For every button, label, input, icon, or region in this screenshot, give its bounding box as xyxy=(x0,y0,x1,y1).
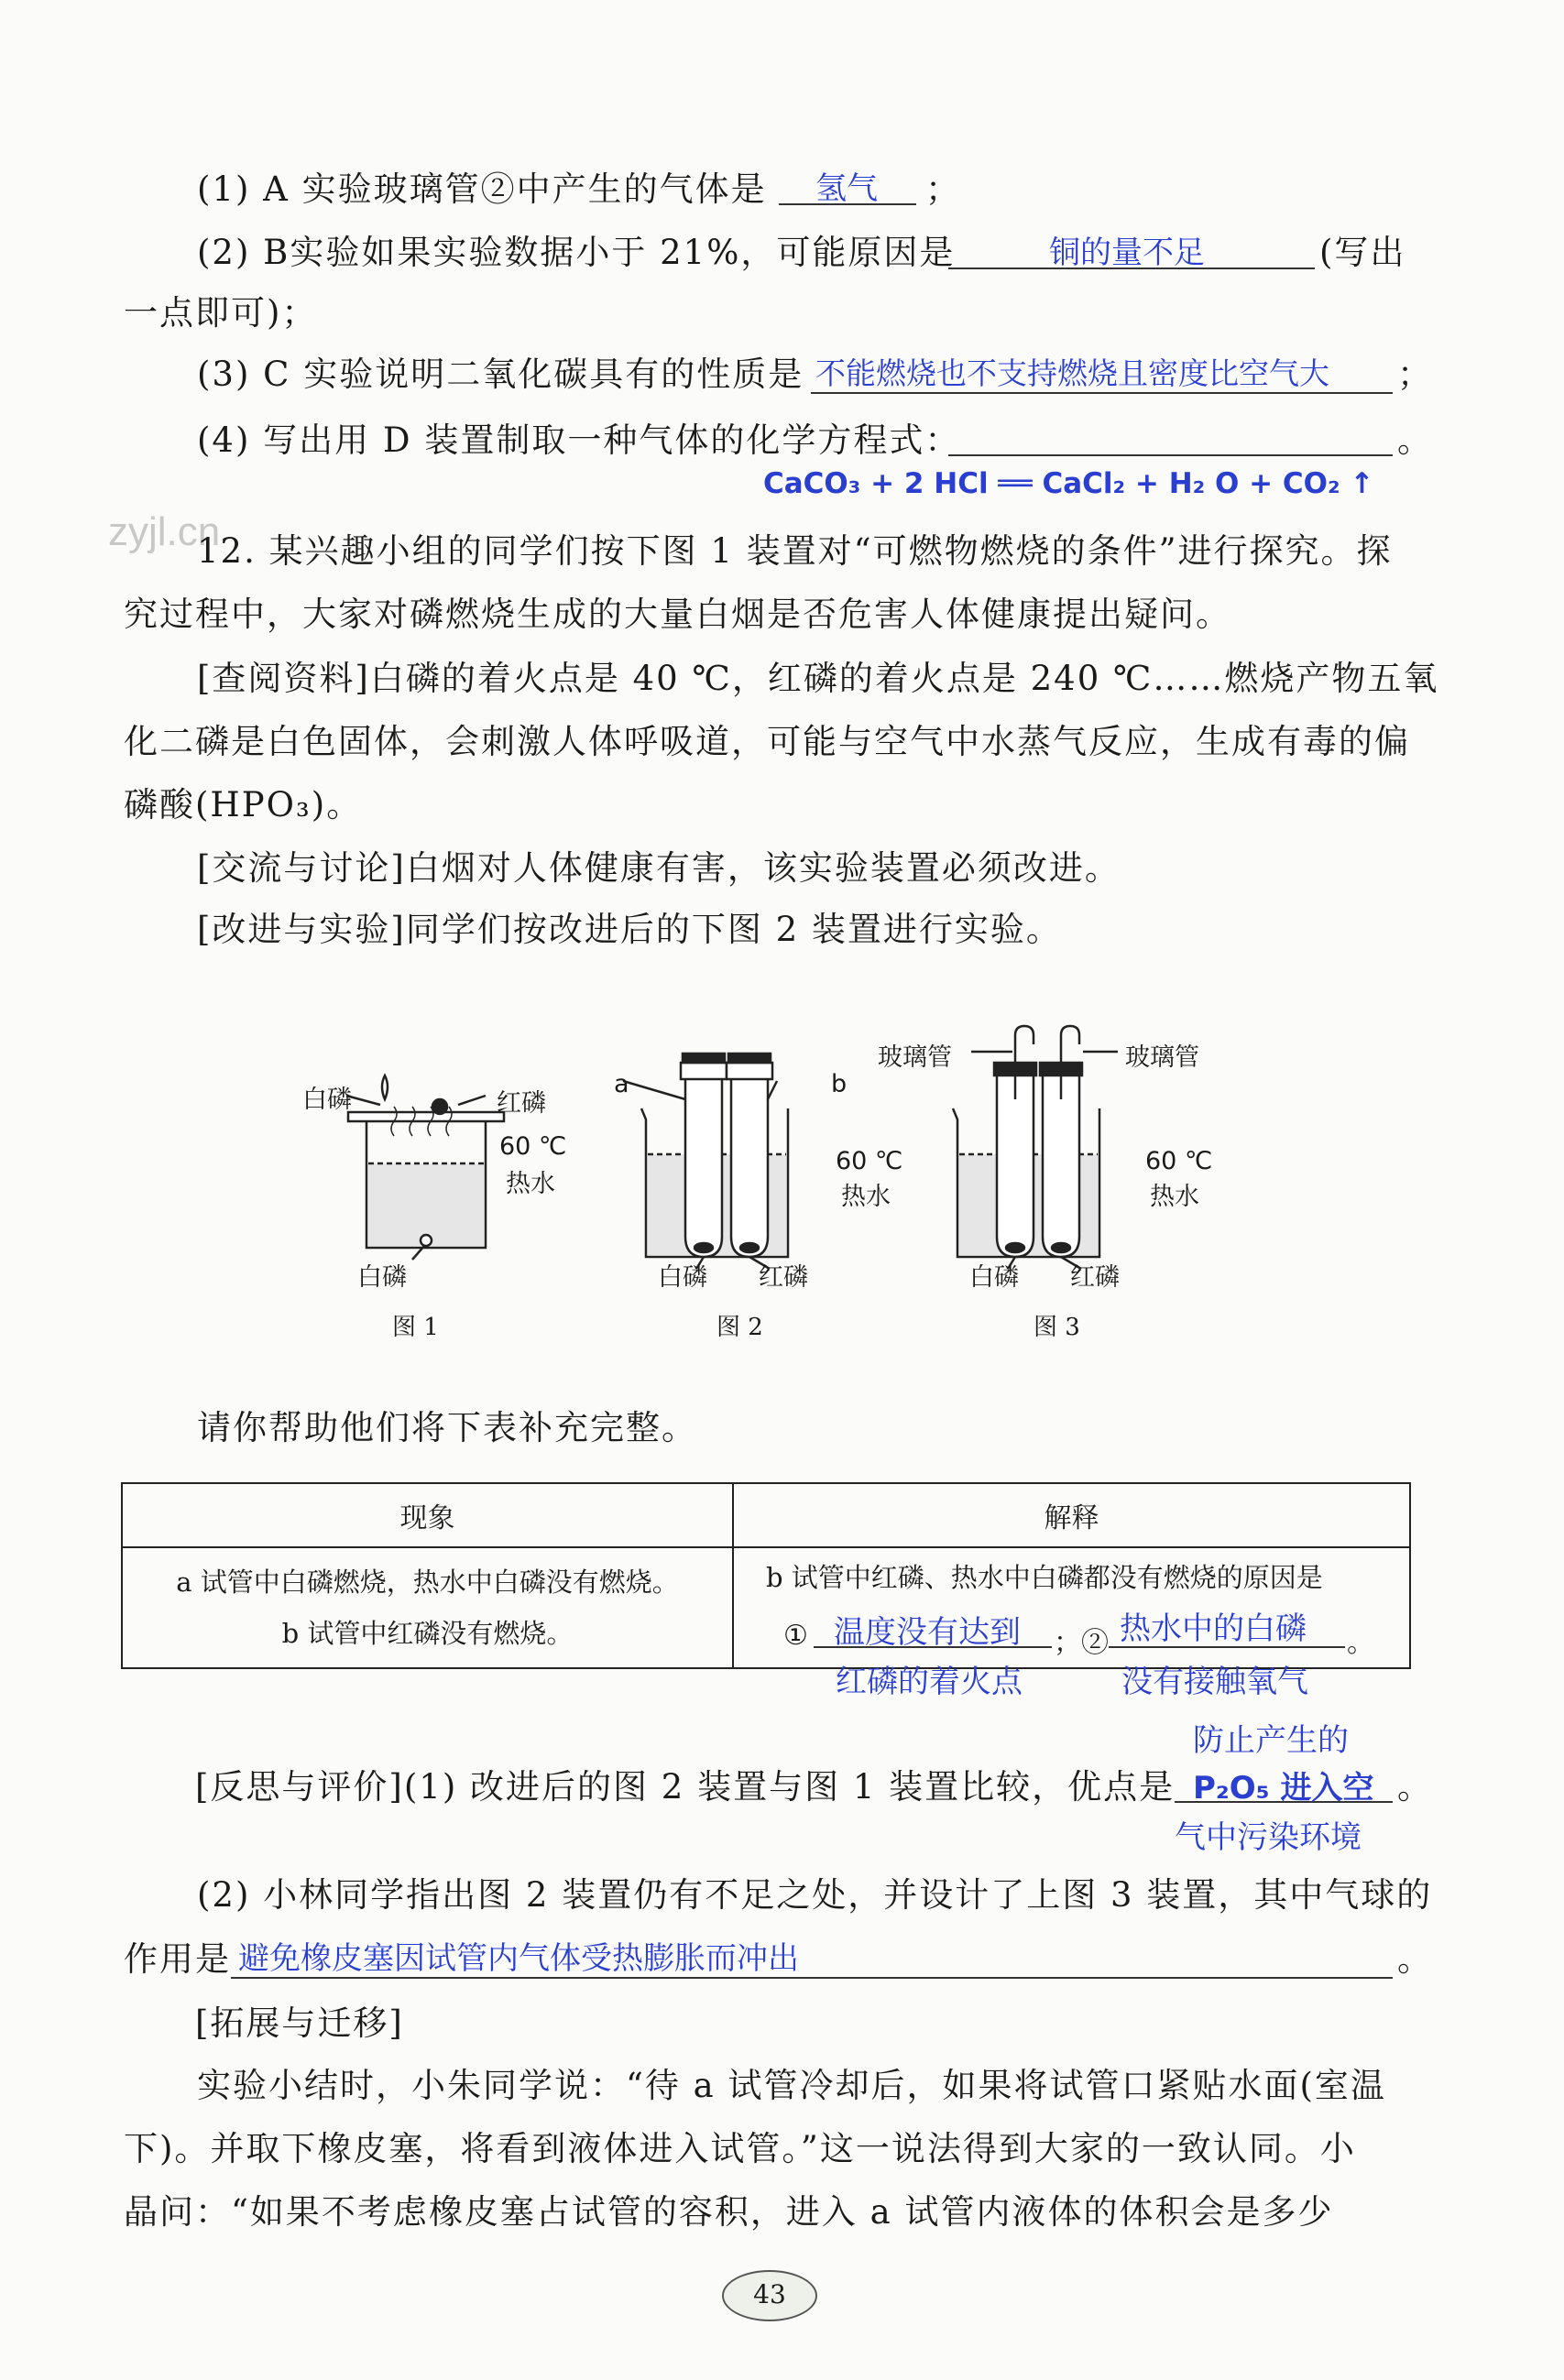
fig3-label-glass-right: 玻璃管 xyxy=(1125,1043,1199,1072)
q4-text: (4) 写出用 D 装置制取一种气体的化学方程式： xyxy=(197,420,961,460)
fig2-caption: 图 2 xyxy=(716,1314,763,1341)
reflect-answer-2: P₂O₅ 进入空 xyxy=(1193,1770,1374,1807)
table-header-phenomenon: 现象 xyxy=(122,1483,733,1547)
reflect-q2-suffix: 。 xyxy=(1397,1939,1433,1979)
fig1-label-white-p: 白磷 xyxy=(302,1086,352,1114)
fig3-label-red-p: 红磷 xyxy=(1070,1263,1120,1292)
fig2-label-temp: 60 ℃ xyxy=(836,1147,903,1175)
table-right-line-1: b 试管中红磷、热水中白磷都没有燃烧的原因是 xyxy=(766,1562,1323,1593)
table-mark-end: 。 xyxy=(1347,1627,1374,1659)
fig2-label-a: a xyxy=(614,1070,629,1098)
q2-suffix: (写出 xyxy=(1319,233,1406,272)
extend-line-1: 实验小结时，小朱同学说：“待 a 试管冷却后，如果将试管口紧贴水面(室温 xyxy=(197,2066,1386,2105)
fig3-tube-a xyxy=(997,1074,1034,1257)
fig3-label-glass-left: 玻璃管 xyxy=(878,1043,952,1072)
reflect-answer-3: 气中污染环境 xyxy=(1175,1819,1362,1856)
fig3-tube-b xyxy=(1043,1074,1079,1257)
fig1-label-white-p-bottom: 白磷 xyxy=(357,1263,407,1292)
table-answer-2a: 热水中的白磷 xyxy=(1120,1610,1307,1647)
fig3-label-temp: 60 ℃ xyxy=(1145,1147,1213,1175)
table-answer-1a: 温度没有达到 xyxy=(834,1614,1021,1651)
reflect-answer-1: 防止产生的 xyxy=(1193,1722,1349,1759)
q2-answer: 铜的量不足 xyxy=(1049,235,1205,271)
fig2-label-red-p: 红磷 xyxy=(759,1263,808,1292)
fig3-caption: 图 3 xyxy=(1034,1314,1080,1341)
extend-line-2: 下)。并取下橡皮塞，将看到液体进入试管。”这一说法得到大家的一致认同。小 xyxy=(124,2129,1356,2168)
apparatus-figures xyxy=(293,1017,1264,1365)
fig3-label-white-p: 白磷 xyxy=(969,1263,1019,1292)
fig1-caption: 图 1 xyxy=(392,1314,439,1341)
fig2-tube-b xyxy=(731,1074,768,1257)
q1-text: (1) A 实验玻璃管②中产生的气体是 xyxy=(197,169,767,209)
table-intro: 请你帮助他们将下表补充完整。 xyxy=(197,1408,697,1447)
table-mark-2: ；② xyxy=(1054,1627,1109,1659)
extend-title: [拓展与迁移] xyxy=(195,2003,404,2043)
reflect-q2-answer: 避免橡皮塞因试管内气体受热膨胀而冲出 xyxy=(238,1940,799,1977)
table-answer-2b: 没有接触氧气 xyxy=(1121,1664,1308,1700)
reflect-text: [反思与评价](1) 改进后的图 2 装置与图 1 装置比较，优点是 xyxy=(195,1767,1176,1807)
q3-suffix: ； xyxy=(1397,355,1433,394)
q12-discuss: [交流与讨论]白烟对人体健康有害，该实验装置必须改进。 xyxy=(197,848,1121,888)
q2-text: (2) B实验如果实验数据小于 21%，可能原因是 xyxy=(197,233,956,272)
table-header-explanation: 解释 xyxy=(733,1483,1410,1547)
page-number: 43 xyxy=(722,2270,817,2321)
table-left-line-2: b 试管中红磷没有燃烧。 xyxy=(281,1618,574,1649)
q4-blank xyxy=(948,454,1393,456)
q12-improve: [改进与实验]同学们按改进后的下图 2 装置进行实验。 xyxy=(197,910,1062,949)
table-cell-phenomenon xyxy=(122,1547,733,1668)
fig2-label-white-p: 白磷 xyxy=(658,1263,707,1292)
q12-info-3: 磷酸(HPO₃)。 xyxy=(124,785,363,824)
q12-intro-2: 究过程中，大家对磷燃烧生成的大量白烟是否危害人体健康提出疑问。 xyxy=(124,595,1231,634)
table-left-line-1: a 试管中白磷燃烧，热水中白磷没有燃烧。 xyxy=(176,1567,679,1598)
q4-suffix: 。 xyxy=(1397,420,1433,460)
q12-info-1: [查阅资料]白磷的着火点是 40 ℃，红磷的着火点是 240 ℃……燃烧产物五氧 xyxy=(197,659,1439,698)
fig2-label-b: b xyxy=(831,1070,848,1098)
fig1-label-red-p: 红磷 xyxy=(497,1089,546,1118)
table-answer-1b: 红磷的着火点 xyxy=(836,1664,1023,1700)
q2-cont: 一点即可)； xyxy=(124,293,318,333)
reflect-q2-line1: (2) 小林同学指出图 2 装置仍有不足之处，并设计了上图 3 装置，其中气球的 xyxy=(197,1875,1433,1915)
q12-info-2: 化二磷是白色固体，会刺激人体呼吸道，可能与空气中水蒸气反应，生成有毒的偏 xyxy=(124,722,1410,761)
q3-answer: 不能燃烧也不支持燃烧且密度比空气大 xyxy=(815,355,1329,391)
table-mark-1: ① xyxy=(783,1620,808,1652)
q12-intro-1: 12. 某兴趣小组的同学们按下图 1 装置对“可燃物燃烧的条件”进行探究。探 xyxy=(197,531,1393,571)
fig2-label-water: 热水 xyxy=(841,1183,891,1211)
fig2-tube-a xyxy=(685,1074,722,1257)
q4-answer: CaCO₃ + 2 HCl ══ CaCl₂ + H₂ O + CO₂ ↑ xyxy=(763,467,1374,500)
reflect-q2-prefix: 作用是 xyxy=(124,1939,231,1979)
watermark: zyjl.cn xyxy=(108,509,221,554)
q1-answer: 氢气 xyxy=(815,170,878,207)
fig1-flame xyxy=(382,1075,388,1099)
fig1-label-water: 热水 xyxy=(506,1170,555,1198)
fig1-label-temp: 60 ℃ xyxy=(499,1132,567,1161)
reflect-suffix: 。 xyxy=(1397,1767,1433,1807)
fig1-copper-plate xyxy=(348,1112,504,1121)
extend-line-3: 晶问：“如果不考虑橡皮塞占试管的容积，进入 a 试管内液体的体积会是多少 xyxy=(124,2192,1334,2232)
fig3-label-water: 热水 xyxy=(1150,1183,1199,1211)
q1-suffix: ； xyxy=(925,169,961,209)
q3-text: (3) C 实验说明二氧化碳具有的性质是 xyxy=(197,355,804,394)
